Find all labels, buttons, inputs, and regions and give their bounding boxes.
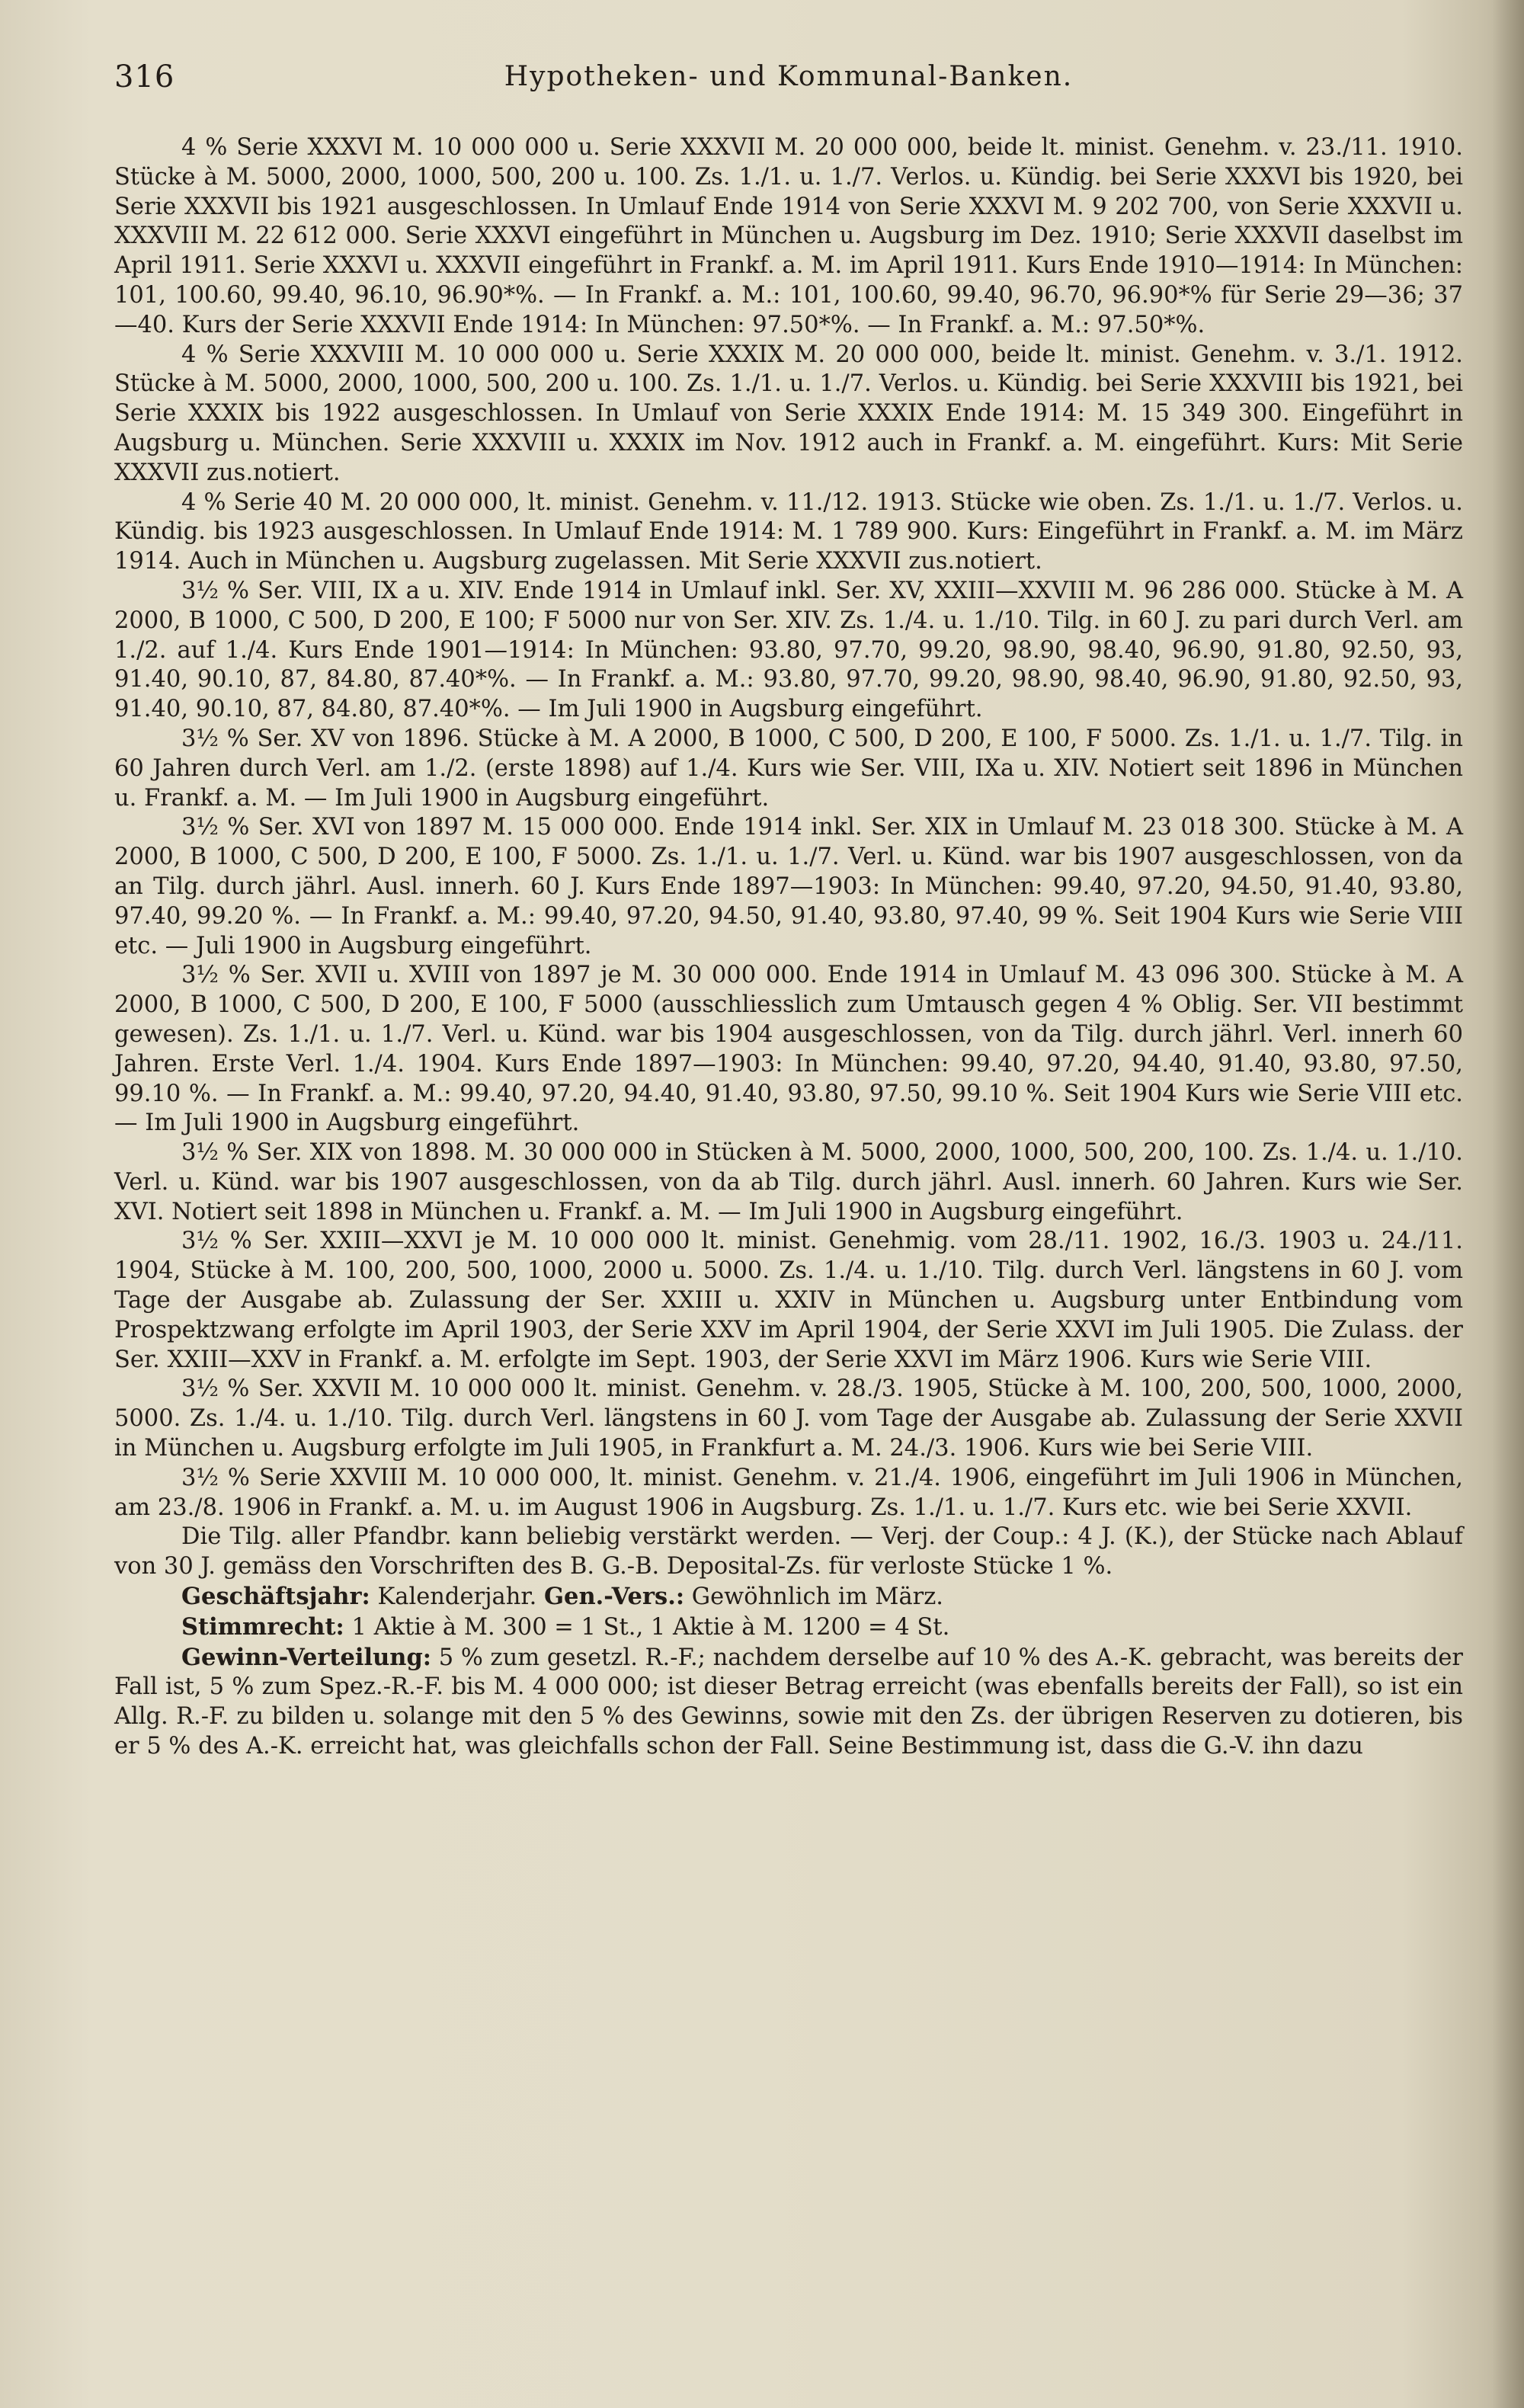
page-number: 316 [114, 59, 175, 94]
stimmrecht-label: Stimmrecht: [181, 1612, 344, 1641]
paragraph-ser-16: 3½ % Ser. XVI von 1897 M. 15 000 000. Ende 1914 inkl. Ser. XIX in Umlauf M. 23 018 300. Stücke à M. A 2000, B 1000, C 500, D 200, E 100, F 5000. Zs. 1./1. u. 1./7. Verl. u. Künd. war bis 1907 ausgeschlossen, von da an Tilg. durch jährl. Ausl. innerh. 60 J. Kurs Ende 1897—1903: In München: 99.40, 97.20, 94.50, 91.40, 93.80, 97.40, 99.20 %. — In Frankf. a. M.: 99.40, 97.20, 94.50, 91.40, 93.80, 97.40, 99 %. Seit 1904 Kurs wie Serie VIII etc. — Juli 1900 in Augsburg eingeführt. [114, 814, 1463, 959]
paragraph-ser-15: 3½ % Ser. XV von 1896. Stücke à M. A 2000, B 1000, C 500, D 200, E 100, F 5000. Zs. 1./1. u. 1./7. Tilg. in 60 Jahren durch Verl. am 1./2. (erste 1898) auf 1./4. Kurs wie Ser. VIII, IXa u. XIV. Notiert seit 1896 in München u. Frankf. a. M. — Im Juli 1900 in Augsburg eingeführt. [114, 725, 1463, 812]
running-title: Hypotheken- und Kommunal-Banken. [504, 61, 1074, 92]
geschaeftsjahr-line [114, 1582, 1463, 1612]
stimmrecht-line [114, 1612, 1463, 1643]
genvers-value: Gewöhnlich im März. [684, 1583, 944, 1611]
body-text [114, 133, 1463, 1762]
paragraph-ser-8-9-14: 3½ % Ser. VIII, IX a u. XIV. Ende 1914 in Umlauf inkl. Ser. XV, XXIII—XXVIII M. 96 286 000. Stücke à M. A 2000, B 1000, C 500, D 200, E 100; F 5000 nur von Ser. XIV. Zs. 1./4. u. 1./10. Tilg. in 60 J. zu pari durch Verl. am 1./2. auf 1./4. Kurs Ende 1901—1914: In München: 93.80, 97.70, 99.20, 98.90, 98.40, 96.90, 91.80, 92.50, 93, 91.40, 90.10, 87, 84.80, 87.40*%. — In Frankf. a. M.: 93.80, 97.70, 99.20, 98.90, 98.40, 96.90, 91.80, 92.50, 93, 91.40, 90.10, 87, 84.80, 87.40*%. — Im Juli 1900 in Augsburg eingeführt. [114, 577, 1463, 723]
gewinn-verteilung-label: Gewinn-Verteilung: [181, 1643, 432, 1671]
paragraph-tilgung: Die Tilg. aller Pfandbr. kann beliebig verstärkt werden. — Verj. der Coup.: 4 J. (K.), der Stücke nach Ablauf von 30 J. gemäss den Vorschriften des B. G.-B. Deposital-Zs. für verloste Stücke 1 %. [114, 1523, 1463, 1580]
paragraph-serie-38-39: 4 % Serie XXXVIII M. 10 000 000 u. Serie XXXIX M. 20 000 000, beide lt. minist. Genehm. v. 3./1. 1912. Stücke à M. 5000, 2000, 1000, 500, 200 u. 100. Zs. 1./1. u. 1./7. Verlos. u. Kündig. bei Serie XXXVIII bis 1921, bei Serie XXXIX bis 1922 ausgeschlossen. In Umlauf von Serie XXXIX Ende 1914: M. 15 349 300. Eingeführt in Augsburg u. München. Serie XXXVIII u. XXXIX im Nov. 1912 auch in Frankf. a. M. eingeführt. Kurs: Mit Serie XXXVII zus.notiert. [114, 341, 1463, 486]
paragraph-ser-27: 3½ % Ser. XXVII M. 10 000 000 lt. minist. Genehm. v. 28./3. 1905, Stücke à M. 100, 200, 500, 1000, 2000, 5000. Zs. 1./4. u. 1./10. Tilg. durch Verl. längstens in 60 J. vom Tage der Ausgabe ab. Zulassung der Serie XXVII in München u. Augsburg erfolgte im Juli 1905, in Frankfurt a. M. 24./3. 1906. Kurs wie bei Serie VIII. [114, 1375, 1463, 1462]
geschaeftsjahr-label: Geschäftsjahr: [181, 1583, 370, 1611]
paragraph-ser-23-26: 3½ % Ser. XXIII—XXVI je M. 10 000 000 lt. minist. Genehmig. vom 28./11. 1902, 16./3. 1903 u. 24./11. 1904, Stücke à M. 100, 200, 500, 1000, 2000 u. 5000. Zs. 1./4. u. 1./10. Tilg. durch Verl. längstens in 60 J. vom Tage der Ausgabe ab. Zulassung der Ser. XXIII u. XXIV in München u. Augsburg unter Entbindung vom Prospektzwang erfolgte im April 1903, der Serie XXV im April 1904, der Serie XXVI im Juli 1905. Die Zulass. der Ser. XXIII—XXV in Frankf. a. M. erfolgte im Sept. 1903, der Serie XXVI im März 1906. Kurs wie Serie VIII. [114, 1228, 1463, 1373]
paragraph-ser-17-18: 3½ % Ser. XVII u. XVIII von 1897 je M. 30 000 000. Ende 1914 in Umlauf M. 43 096 300. Stücke à M. A 2000, B 1000, C 500, D 200, E 100, F 5000 (ausschliesslich zum Umtausch gegen 4 % Oblig. Ser. VII bestimmt gewesen). Zs. 1./1. u. 1./7. Verl. u. Künd. war bis 1904 ausgeschlossen, von da Tilg. durch jährl. Verl. innerh 60 Jahren. Erste Verl. 1./4. 1904. Kurs Ende 1897—1903: In München: 99.40, 97.20, 94.40, 91.40, 93.80, 97.50, 99.10 %. — In Frankf. a. M.: 99.40, 97.20, 94.40, 91.40, 93.80, 97.50, 99.10 %. Seit 1904 Kurs wie Serie VIII etc. — Im Juli 1900 in Augsburg eingeführt. [114, 962, 1463, 1137]
paragraph-serie-28: 3½ % Serie XXVIII M. 10 000 000, lt. minist. Genehm. v. 21./4. 1906, eingeführt im Juli 1906 in München, am 23./8. 1906 in Frankf. a. M. u. im August 1906 in Augsburg. Zs. 1./1. u. 1./7. Kurs etc. wie bei Serie XXVII. [114, 1464, 1463, 1521]
genvers-label: Gen.-Vers.: [544, 1583, 685, 1611]
paragraph-serie-40: 4 % Serie 40 M. 20 000 000, lt. minist. Genehm. v. 11./12. 1913. Stücke wie oben. Zs. 1./1. u. 1./7. Verlos. u. Kündig. bis 1923 ausgeschlossen. In Umlauf Ende 1914: M. 1 789 900. Kurs: Eingeführt in Frankf. a. M. im März 1914. Auch in München u. Augsburg zugelassen. Mit Serie XXXVII zus.notiert. [114, 488, 1463, 575]
page-header [114, 59, 1463, 105]
gewinn-verteilung-value: 5 % zum gesetzl. R.-F.; nachdem derselbe auf 10 % des A.-K. gebracht, was bereits der Fall ist, 5 % zum Spez.-R.-F. bis M. 4 000 000; ist dieser Betrag erreicht (was ebenfalls bereits der Fall), so ist ein Allg. R.-F. zu bilden u. solange mit den 5 % des Gewinns, sowie mit den Zs. der übrigen Reserven zu dotieren, bis er 5 % des A.-K. erreicht hat, was gleichfalls schon der Fall. Seine Bestimmung ist, dass die G.-V. ihn dazu [114, 1644, 1463, 1760]
paragraph-ser-19: 3½ % Ser. XIX von 1898. M. 30 000 000 in Stücken à M. 5000, 2000, 1000, 500, 200, 100. Zs. 1./4. u. 1./10. Verl. u. Künd. war bis 1907 ausgeschlossen, von da ab Tilg. durch jährl. Ausl. innerh. 60 Jahren. Kurs wie Ser. XVI. Notiert seit 1898 in München u. Frankf. a. M. — Im Juli 1900 in Augsburg eingeführt. [114, 1139, 1463, 1225]
gewinn-verteilung-paragraph [114, 1643, 1463, 1762]
paragraph-serie-36-37: 4 % Serie XXXVI M. 10 000 000 u. Serie XXXVII M. 20 000 000, beide lt. minist. Genehm. v. 23./11. 1910. Stücke à M. 5000, 2000, 1000, 500, 200 u. 100. Zs. 1./1. u. 1./7. Verlos. u. Kündig. bei Serie XXXVI bis 1920, bei Serie XXXVII bis 1921 ausgeschlossen. In Umlauf Ende 1914 von Serie XXXVI M. 9 202 700, von Serie XXXVII u. XXXVIII M. 22 612 000. Serie XXXVI eingeführt in München u. Augsburg im Dez. 1910; Serie XXXVII daselbst im April 1911. Serie XXXVI u. XXXVII eingeführt in Frankf. a. M. im April 1911. Kurs Ende 1910—1914: In München: 101, 100.60, 99.40, 96.10, 96.90*%. — In Frankf. a. M.: 101, 100.60, 99.40, 96.70, 96.90*% für Serie 29—36; 37—40. Kurs der Serie XXXVII Ende 1914: In München: 97.50*%. — In Frankf. a. M.: 97.50*%. [114, 134, 1463, 338]
stimmrecht-value: 1 Aktie à M. 300 = 1 St., 1 Aktie à M. 1200 = 4 St. [344, 1613, 950, 1641]
geschaeftsjahr-value: Kalenderjahr. [370, 1583, 537, 1611]
